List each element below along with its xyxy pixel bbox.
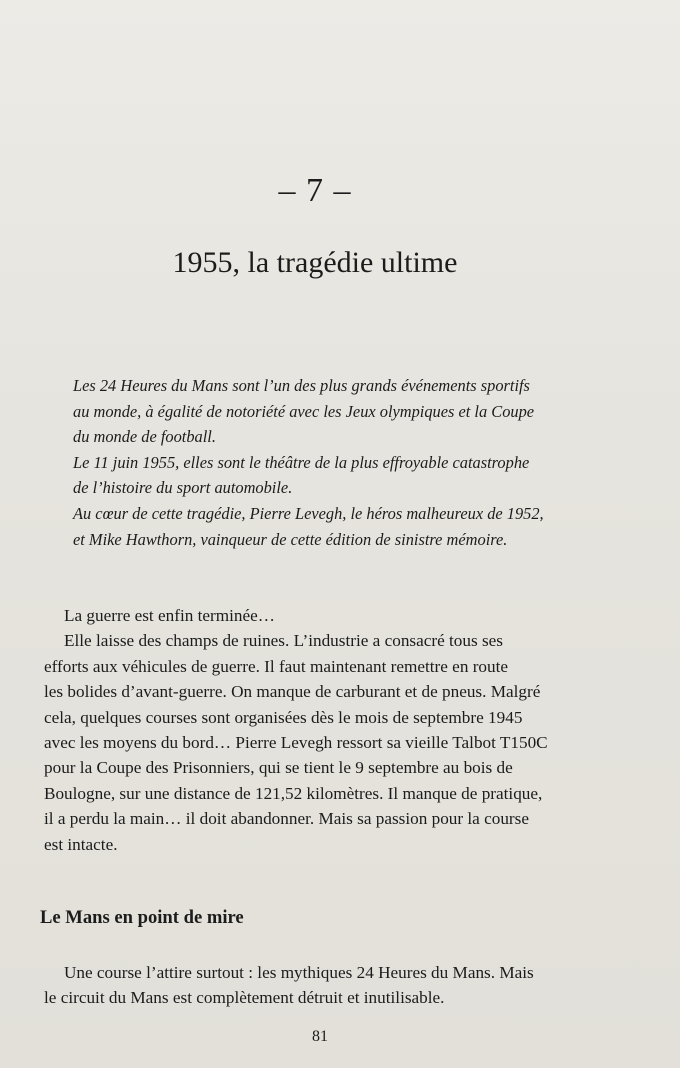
page-number: 81 xyxy=(312,1028,328,1045)
intro-line: Le 11 juin 1955, elles sont le théâtre de la plus effroyable catastrophe xyxy=(73,452,530,472)
intro-line: du monde de football. xyxy=(73,427,216,447)
body-line: les bolides d’avant-guerre. On manque de carburant et de pneus. Malgré xyxy=(44,682,541,702)
body-line: est intacte. xyxy=(44,834,118,854)
intro-line: au monde, à égalité de notoriété avec les Jeux olympiques et la Coupe xyxy=(73,401,535,421)
body-line: Elle laisse des champs de ruines. L’industrie a consacré tous ses xyxy=(64,631,503,651)
body-line: efforts aux véhicules de guerre. Il faut maintenant remettre en route xyxy=(44,656,509,676)
section-paragraph xyxy=(44,960,624,1011)
body-line: Une course l’attire surtout : les mythiques 24 Heures du Mans. Mais xyxy=(64,963,534,982)
chapter-title: 1955, la tragédie ultime xyxy=(172,246,458,279)
chapter-number: – 7 – xyxy=(278,172,352,209)
intro-line: de l’histoire du sport automobile. xyxy=(73,478,293,498)
body-line: il a perdu la main… il doit abandonner. Mais sa passion pour la course xyxy=(44,809,529,829)
chapter-intro xyxy=(73,373,621,552)
body-line: avec les moyens du bord… Pierre Levegh ressort sa vieille Talbot T150C xyxy=(44,733,548,753)
intro-line: Les 24 Heures du Mans sont l’un des plus grands événements sportifs xyxy=(73,376,530,395)
body-line: Boulogne, sur une distance de 121,52 kilomètres. Il manque de pratique, xyxy=(44,783,543,803)
body-paragraphs xyxy=(44,603,624,857)
intro-line: et Mike Hawthorn, vainqueur de cette édition de sinistre mémoire. xyxy=(73,529,508,549)
body-line: La guerre est enfin terminée… xyxy=(64,606,275,625)
body-line: pour la Coupe des Prisonniers, qui se tient le 9 septembre au bois de xyxy=(44,758,513,778)
body-line: le circuit du Mans est complètement détruit et inutilisable. xyxy=(44,988,445,1008)
intro-line: Au cœur de cette tragédie, Pierre Levegh, le héros malheureux de 1952, xyxy=(73,503,544,523)
body-line: cela, quelques courses sont organisées dès le mois de septembre 1945 xyxy=(44,707,523,727)
section-heading: Le Mans en point de mire xyxy=(40,907,244,928)
